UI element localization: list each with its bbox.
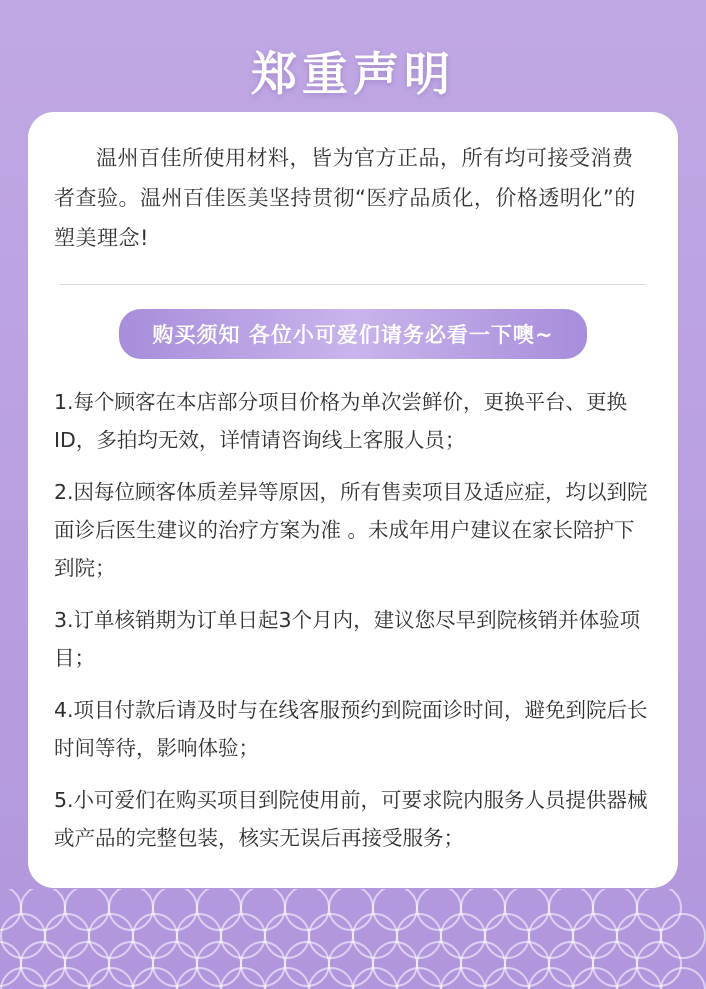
wave-row bbox=[0, 967, 706, 989]
wave-arc-icon bbox=[176, 967, 222, 989]
wave-arc-icon bbox=[220, 967, 266, 989]
notice-banner: 购买须知 各位小可爱们请务必看一下噢~ bbox=[119, 309, 588, 359]
list-item: 5.小可爱们在购买项目到院使用前，可要求院内服务人员提供器械或产品的完整包装，核实无误后再接受服务； bbox=[54, 788, 648, 850]
list-item: 2.因每位顾客体质差异等原因，所有售卖项目及适应症，均以到院面诊后医生建议的治疗方案为准 。未成年用户建议在家长陪护下到院； bbox=[54, 480, 648, 580]
terms-list bbox=[54, 383, 652, 857]
wave-arc-icon bbox=[660, 967, 706, 989]
list-item: 4.项目付款后请及时与在线客服预约到院面诊时间，避免到院后长时间等待，影响体验； bbox=[54, 698, 648, 760]
wave-arc-icon bbox=[396, 967, 442, 989]
wave-arc-icon bbox=[44, 967, 90, 989]
wave-arc-icon bbox=[352, 967, 398, 989]
list-item: 3.订单核销期为订单日起3个月内，建议您尽早到院核销并体验项目； bbox=[54, 608, 641, 670]
wave-arc-icon bbox=[572, 967, 618, 989]
wave-arc-icon bbox=[264, 967, 310, 989]
list-item: 1.每个顾客在本店部分项目价格为单次尝鲜价，更换平台、更换ID，多拍均无效，详情请咨询线上客服人员； bbox=[54, 390, 628, 452]
wave-arc-icon bbox=[132, 967, 178, 989]
wave-arc-icon bbox=[308, 967, 354, 989]
content-card bbox=[28, 112, 678, 888]
section-divider bbox=[60, 284, 646, 285]
wave-arc-icon bbox=[88, 967, 134, 989]
wave-arc-icon bbox=[484, 967, 530, 989]
wave-arc-icon bbox=[440, 967, 486, 989]
wave-arc-icon bbox=[0, 967, 46, 989]
wave-arc-icon bbox=[616, 967, 662, 989]
wave-decoration bbox=[0, 889, 706, 989]
notice-banner-container bbox=[54, 309, 652, 359]
intro-paragraph: 温州百佳所使用材料，皆为官方正品，所有均可接受消费者查验。温州百佳医美坚持贯彻“医疗品质化，价格透明化”的塑美理念! bbox=[54, 146, 636, 250]
wave-arc-icon bbox=[528, 967, 574, 989]
page-title: 郑重声明 bbox=[251, 47, 455, 101]
